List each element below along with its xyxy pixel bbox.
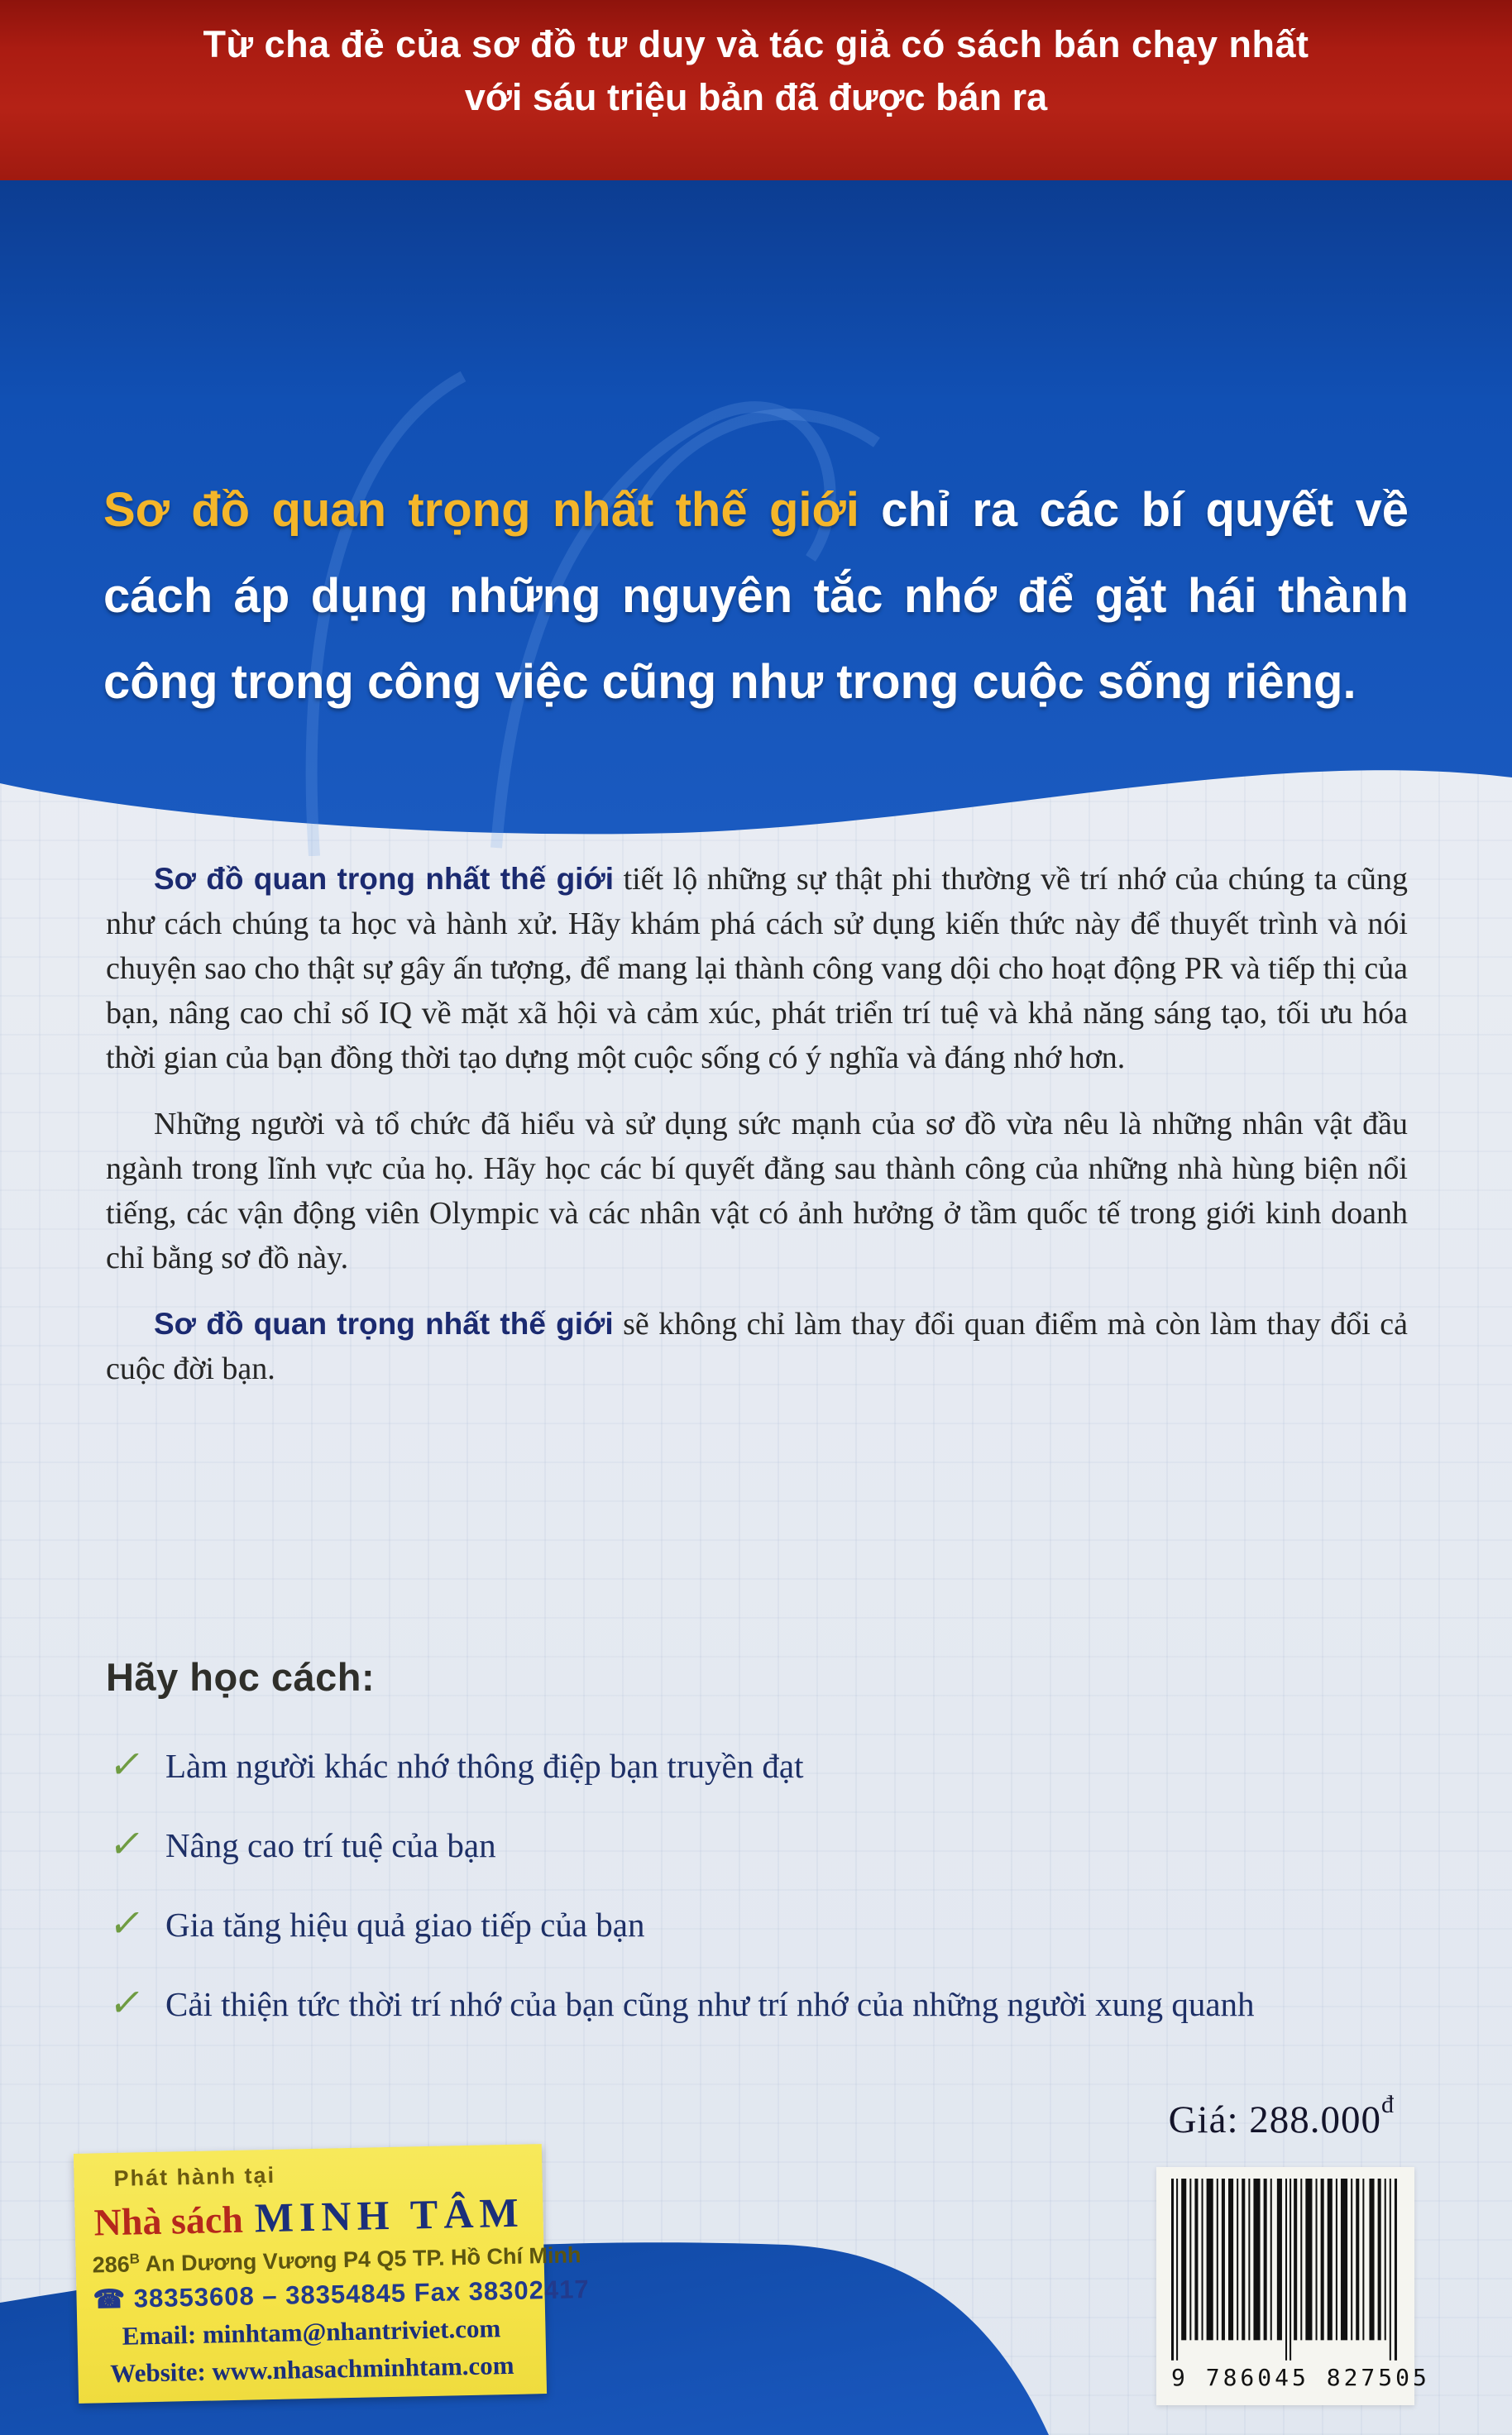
publisher-name-prefix: Nhà sách [93,2198,244,2244]
publisher-email [93,2313,529,2351]
publisher-phone [93,2274,590,2314]
learn-section [106,1654,1413,2060]
list-item [106,1981,1413,2027]
paragraph-3-text: sẽ không chỉ làm thay đổi quan điểm mà còn làm thay đổi cả cuộc đời bạn. [106,1307,1408,1386]
check-icon: ✓ [106,1821,148,1866]
list-item [106,1743,1413,1789]
price-currency: đ [1381,2091,1395,2118]
address-superscript: B [129,2251,141,2267]
book-title-inline: Sơ đồ quan trọng nhất thế giới [154,862,615,896]
email-label: Email: [122,2319,203,2351]
publisher-tagline: Phát hành tại [113,2162,276,2191]
learn-list [106,1743,1413,2027]
email-value: minhtam@nhantriviet.com [202,2313,501,2349]
publisher-name-row [91,2189,527,2246]
price-text: Giá: 288.000 [1168,2098,1381,2141]
address-rest: An Dương Vương P4 Q5 TP. Hồ Chí Minh [139,2242,581,2277]
publisher-sticker [74,2144,590,2404]
paragraph-1-text: tiết lộ những sự thật phi thường về trí nhớ của chúng ta cũng như cách chúng ta học và hành xử. Hãy khám phá cách sử dụng kiến thức này để thuyết trình và nói chuyện sao cho thật sự gây ấn tượng, để mang lại thành công vang dội cho hoạt động PR và tiếp thị của bạn, nâng cao chỉ số IQ về mặt xã hội và cảm xúc, phát triển trí tuệ và khả năng sáng tạo, tối ưu hóa thời gian của bạn đồng thời tạo dựng một cuộc sống có ý nghĩa và đáng nhớ hơn. [106,862,1408,1075]
list-item-text: Làm người khác nhớ thông điệp bạn truyền đạt [165,1747,804,1785]
banner-line-1: Từ cha đẻ của sơ đồ tư duy và tác giả có sách bán chạy nhất [203,23,1309,65]
list-item-text: Cải thiện tức thời trí nhớ của bạn cũng như trí nhớ của những người xung quanh [165,1985,1255,2023]
learn-heading: Hãy học cách: [106,1655,376,1699]
publisher-address [92,2242,581,2278]
paragraph-3 [106,1302,1408,1391]
website-label: Website: [109,2356,213,2389]
isbn-barcode [1156,2167,1430,2405]
publisher-name: MINH TÂM [254,2189,525,2241]
check-icon: ✓ [106,1901,148,1945]
paragraph-2: Những người và tổ chức đã hiểu và sử dụng sức mạnh của sơ đồ vừa nêu là những nhân vật đầu ngành trong lĩnh vực của họ. Hãy học các bí quyết đằng sau thành công của những nhà hùng biện nổi tiếng, các vận động viên Olympic và các nhân vật có ảnh hưởng ở tầm quốc tế trong giới kinh doanh chỉ bằng sơ đồ này. [106,1107,1408,1275]
check-icon: ✓ [106,1742,148,1787]
address-number: 286 [92,2251,131,2278]
list-item [106,1822,1413,1868]
website-value: www.nhasachminhtam.com [212,2350,514,2386]
list-item-text: Nâng cao trí tuệ của bạn [165,1826,496,1864]
phone-numbers: 38353608 – 38354845 Fax 38302417 [133,2274,590,2313]
phone-icon: ☎ [93,2284,127,2314]
check-icon: ✓ [106,1980,148,2025]
barcode-bars [1171,2179,1400,2362]
price-label [1169,2091,1395,2142]
paragraph-1 [106,857,1408,1080]
blue-header-panel [0,170,1512,856]
headline-rest: chỉ ra các bí quyết về cách áp dụng những nguyên tắc nhớ để gặt hái thành công trong công việc cũng như trong cuộc sống riêng. [103,483,1409,709]
publisher-website [94,2350,530,2389]
book-title-inline: Sơ đồ quan trọng nhất thế giới [154,1307,614,1341]
body-copy [106,857,1408,1413]
list-item-text: Gia tăng hiệu quả giao tiếp của bạn [165,1906,645,1944]
list-item [106,1902,1413,1948]
top-banner [0,0,1512,180]
headline-highlight: Sơ đồ quan trọng nhất thế giới [103,483,859,537]
headline [0,467,1512,725]
barcode-digits: 9 786045 827505 [1171,2364,1430,2391]
banner-line-2: với sáu triệu bản đã được bán ra [464,76,1048,118]
